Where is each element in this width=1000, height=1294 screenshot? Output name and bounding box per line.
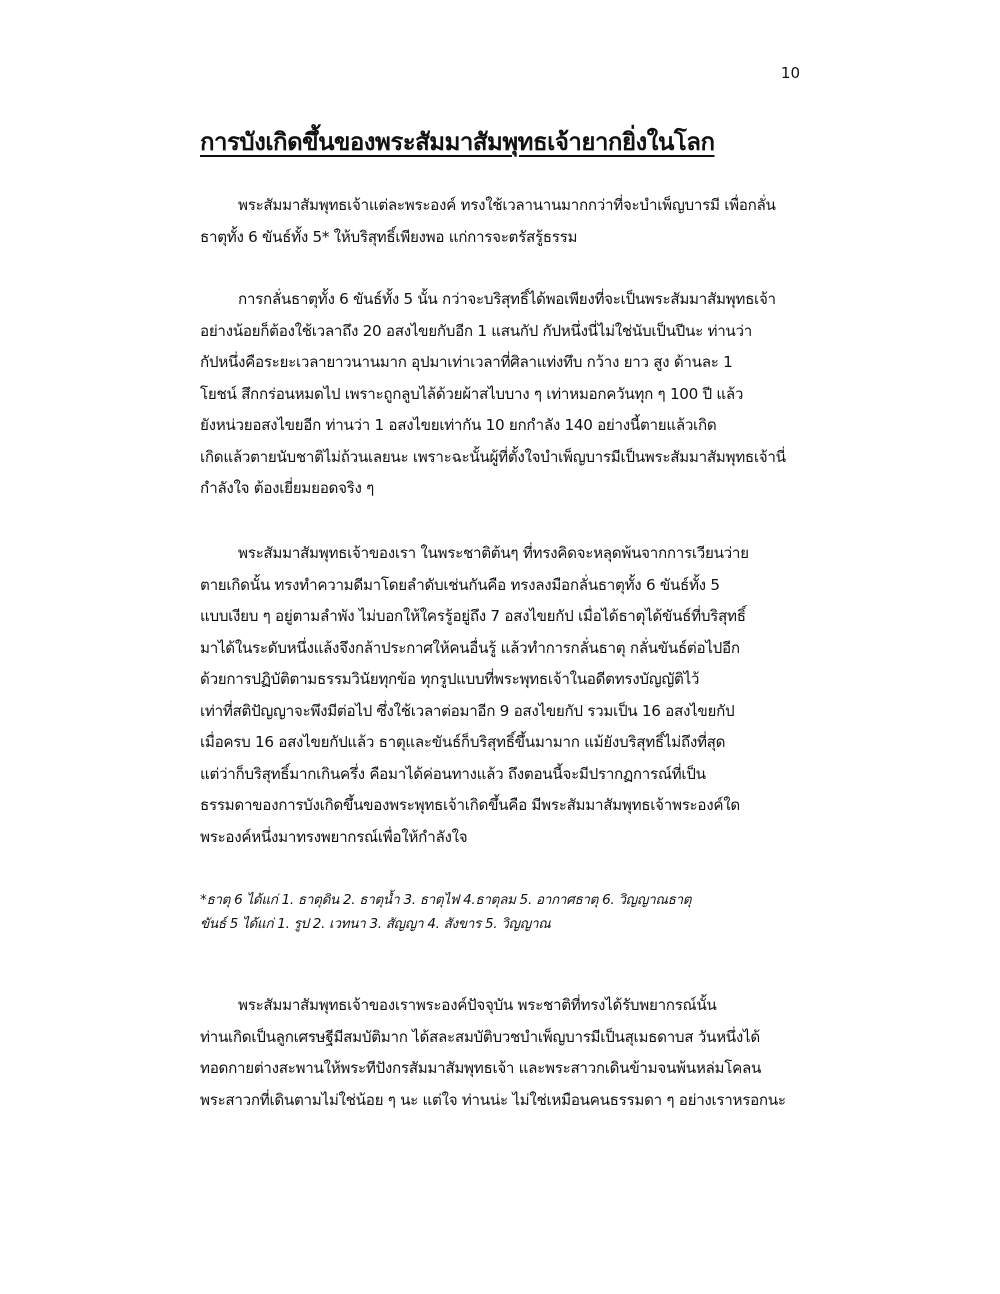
footnote-line: ขันธ์ 5 ได้แก่ 1. รูป 2. เวทนา 3. สัญญา 4. สังขาร 5. วิญญาณ bbox=[200, 916, 551, 932]
paragraph-line: ด้วยการปฏิบัติตามธรรมวินัยทุกข้อ ทุกรูปแบบที่พระพุทธเจ้าในอดีตทรงบัญญัติไว้ bbox=[200, 670, 700, 688]
paragraph-line: มาได้ในระดับหนึ่งแล้งจึงกล้าประกาศให้คนอื่นรู้ แล้วทำการกลั่นธาตุ กลั่นขันธ์ต่อไปอีก bbox=[200, 638, 740, 657]
paragraph-line: ธรรมดาของการบังเกิดขึ้นของพระพุทธเจ้าเกิดขึ้นคือ มีพระสัมมาสัมพุทธเจ้าพระองค์ใด bbox=[200, 796, 740, 814]
paragraph-3 bbox=[200, 538, 810, 853]
paragraph-line: ธาตุทั้ง 6 ขันธ์ทั้ง 5* ให้บริสุทธิ์เพียงพอ แก่การจะตรัสรู้ธรรม bbox=[200, 227, 578, 246]
page-number: 10 bbox=[780, 64, 800, 82]
paragraph-line: เท่าที่สติปัญญาจะพึงมีต่อไป ซึ่งใช้เวลาต่อมาอีก 9 อสงไขยกัป รวมเป็น 16 อสงไขยกัป bbox=[200, 701, 735, 720]
paragraph-2 bbox=[200, 284, 810, 505]
paragraph-line: ท่านเกิดเป็นลูกเศรษฐีมีสมบัติมาก ได้สละสมบัติบวชบำเพ็ญบารมีเป็นสุเมธดาบส วันหนึ่งได้ bbox=[200, 1027, 760, 1046]
paragraph-line: พระสัมมาสัมพุทธเจ้าของเราพระองค์ปัจจุบัน พระชาติที่ทรงได้รับพยากรณ์นั้น bbox=[238, 996, 717, 1014]
paragraph-line: ทอดกายต่างสะพานให้พระทีปังกรสัมมาสัมพุทธเจ้า และพระสาวกเดินข้ามจนพ้นหล่มโคลน bbox=[200, 1059, 762, 1077]
paragraph-line: พระสัมมาสัมพุทธเจ้าของเรา ในพระชาติต้นๆ ที่ทรงคิดจะหลุดพ้นจากการเวียนว่าย bbox=[238, 544, 749, 562]
footnote bbox=[200, 888, 800, 936]
paragraph-line: การกลั่นธาตุทั้ง 6 ขันธ์ทั้ง 5 นั้น กว่าจะบริสุทธิ์ได้พอเพียงที่จะเป็นพระสัมมาสัมพุทธเจ้า bbox=[238, 290, 776, 308]
paragraph-line: เกิดแล้วตายนับชาติไม่ถ้วนเลยนะ เพราะฉะนั้นผู้ที่ตั้งใจบำเพ็ญบารมีเป็นพระสัมมาสัมพุทธเจ้านี่ bbox=[200, 447, 786, 466]
paragraph-line: โยชน์ สึกกร่อนหมดไป เพราะถูกลูบไล้ด้วยผ้าสไบบาง ๆ เท่าหมอกควันทุก ๆ 100 ปี แล้ว bbox=[200, 384, 744, 403]
page-title: การบังเกิดขึ้นของพระสัมมาสัมพุทธเจ้ายากยิ่งในโลก bbox=[200, 128, 715, 156]
paragraph-line: กำลังใจ ต้องเยี่ยมยอดจริง ๆ bbox=[200, 479, 375, 497]
paragraph-line: พระองค์หนึ่งมาทรงพยากรณ์เพื่อให้กำลังใจ bbox=[200, 827, 468, 846]
paragraph-line: แต่ว่าก็บริสุทธิ์มากเกินครึ่ง คือมาได้ค่อนทางแล้ว ถึงตอนนี้จะมีปรากฏการณ์ที่เป็น bbox=[200, 764, 706, 783]
paragraph-4 bbox=[200, 990, 810, 1116]
paragraph-line: อย่างน้อยก็ต้องใช้เวลาถึง 20 อสงไขยกับอีก 1 แสนกัป กัปหนึ่งนี่ไม่ใช่นับเป็นปีนะ ท่านว่า bbox=[200, 321, 752, 340]
paragraph-line: ตายเกิดนั้น ทรงทำความดีมาโดยลำดับเช่นกันคือ ทรงลงมือกลั่นธาตุทั้ง 6 ขันธ์ทั้ง 5 bbox=[200, 575, 720, 594]
footnote-line: *ธาตุ 6 ได้แก่ 1. ธาตุดิน 2. ธาตุน้ำ 3. ธาตุไฟ 4.ธาตุลม 5. อากาศธาตุ 6. วิญญาณธาตุ bbox=[200, 892, 692, 908]
paragraph-line: แบบเงียบ ๆ อยู่ตามลำพัง ไม่บอกให้ใครรู้อยู่ถึง 7 อสงไขยกัป เมื่อได้ธาตุได้ขันธ์ที่บริสุทธิ์ bbox=[200, 607, 746, 625]
paragraph-line: พระสัมมาสัมพุทธเจ้าแต่ละพระองค์ ทรงใช้เวลานานมากกว่าที่จะบำเพ็ญบารมี เพื่อกลั่น bbox=[238, 196, 776, 214]
paragraph-line: กัปหนึ่งคือระยะเวลายาวนานมาก อุปมาเท่าเวลาที่ศิลาแท่งทึบ กว้าง ยาว สูง ด้านละ 1 bbox=[200, 353, 733, 371]
paragraph-1 bbox=[200, 190, 810, 253]
paragraph-line: เมื่อครบ 16 อสงไขยกัปแล้ว ธาตุและขันธ์ก็บริสุทธิ์ขึ้นมามาก แม้ยังบริสุทธิ์ไม่ถึงที่สุด bbox=[200, 733, 726, 751]
paragraph-line: ยังหน่วยอสงไขยอีก ท่านว่า 1 อสงไขยเท่ากัน 10 ยกกำลัง 140 อย่างนี้ตายแล้วเกิด bbox=[200, 416, 717, 434]
paragraph-line: พระสาวกที่เดินตามไม่ใช่น้อย ๆ นะ แต่ใจ ท่านน่ะ ไม่ใช่เหมือนคนธรรมดา ๆ อย่างเราหรอกนะ bbox=[200, 1090, 786, 1109]
